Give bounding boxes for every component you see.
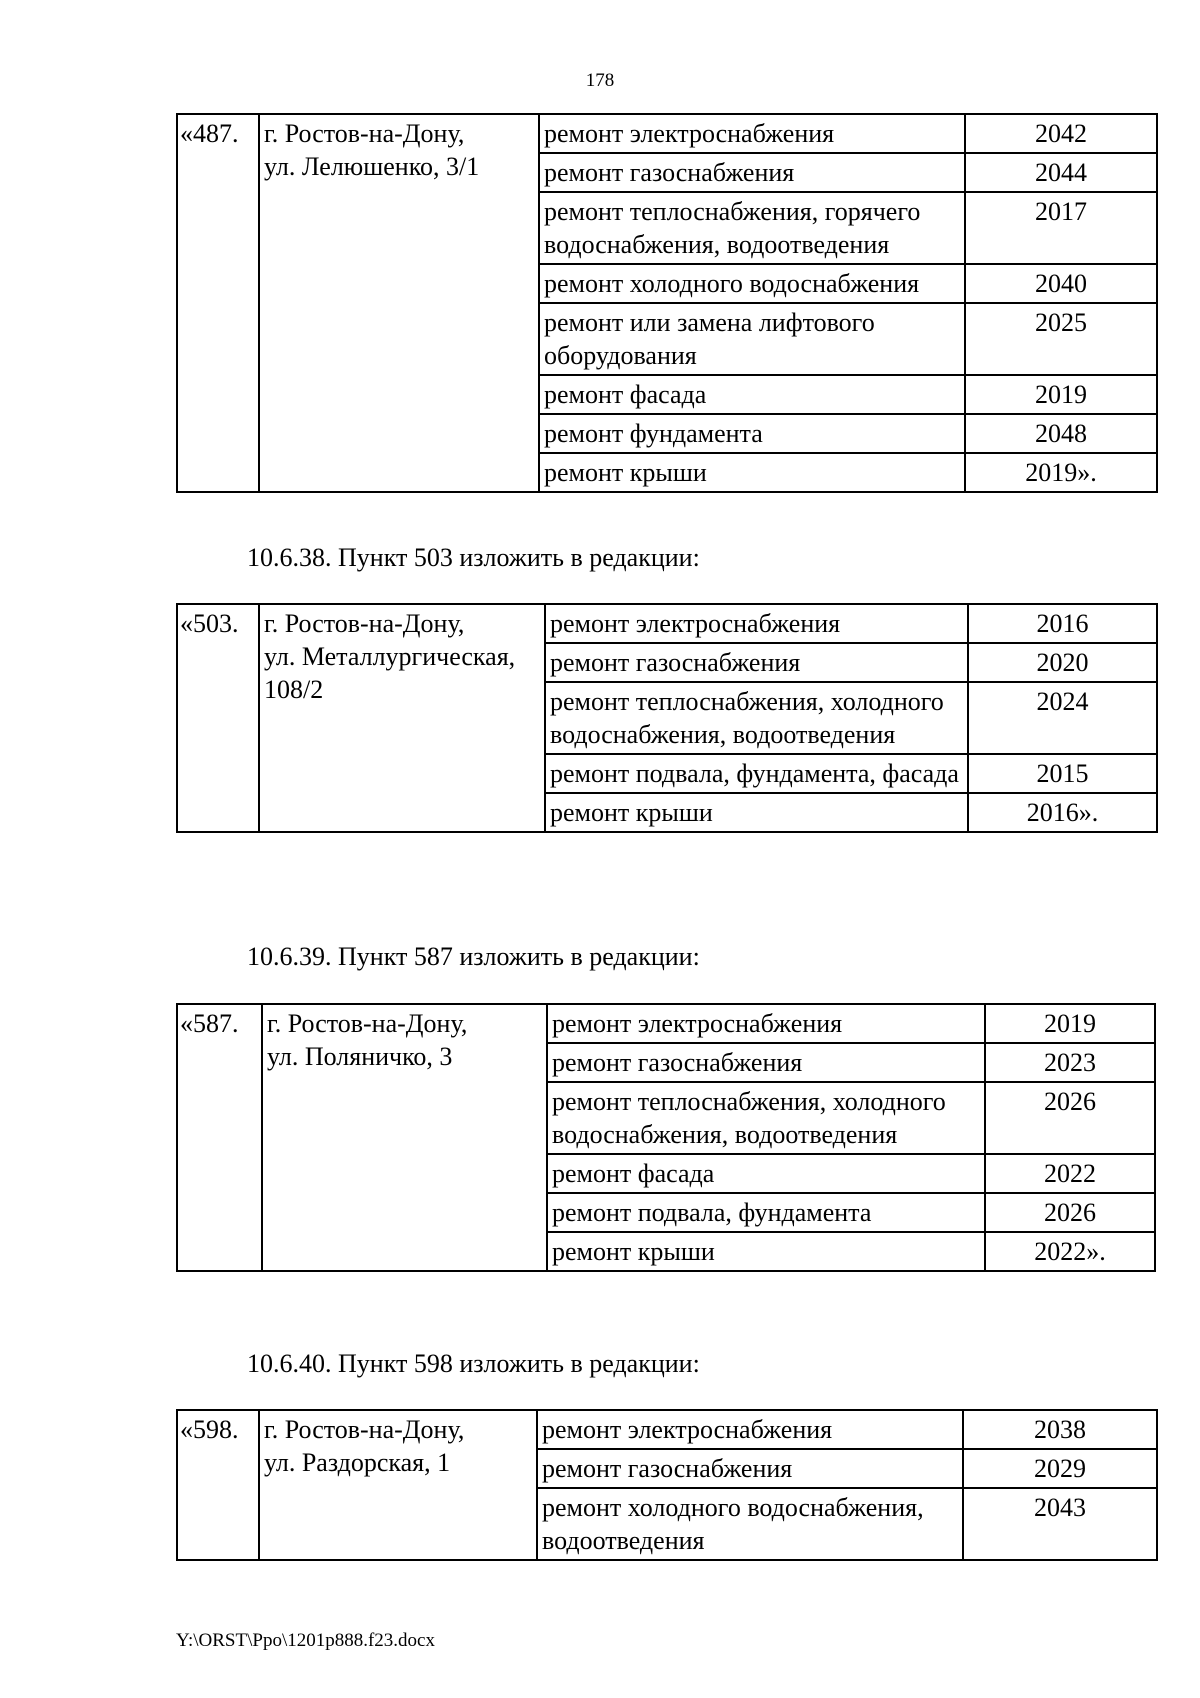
work-type: ремонт фасада: [547, 1154, 985, 1193]
schedule-table-587: [176, 1003, 1156, 1272]
work-type: ремонт теплоснабжения, холодного водоснабжения, водоотведения: [545, 682, 968, 754]
address-city: г. Ростов-на-Дону,: [264, 609, 465, 638]
year: 2016: [968, 604, 1157, 643]
address-cell: [259, 114, 539, 492]
footer-file-path: Y:\ORST\Ppo\1201p888.f23.docx: [176, 1630, 435, 1651]
year: 2022».: [985, 1232, 1155, 1271]
schedule-table-598: [176, 1409, 1158, 1561]
work-type: ремонт крыши: [539, 453, 965, 492]
work-type: ремонт газоснабжения: [537, 1449, 963, 1488]
address-street: ул. Поляничко, 3: [267, 1042, 453, 1071]
work-type: ремонт подвала, фундамента: [547, 1193, 985, 1232]
address-city: г. Ростов-на-Дону,: [264, 119, 465, 148]
year: 2040: [965, 264, 1157, 303]
paragraph-instruction: 10.6.38. Пункт 503 изложить в редакции:: [247, 543, 700, 572]
year: 2020: [968, 643, 1157, 682]
year: 2029: [963, 1449, 1157, 1488]
year: 2019».: [965, 453, 1157, 492]
year: 2048: [965, 414, 1157, 453]
table-row: [177, 604, 1157, 643]
address-street: ул. Лелюшенко, 3/1: [264, 152, 480, 181]
work-type: ремонт крыши: [545, 793, 968, 832]
item-number: «487.: [177, 114, 259, 492]
address-cell: [259, 1410, 537, 1560]
year: 2024: [968, 682, 1157, 754]
schedule-table-503: [176, 603, 1158, 833]
table-row: [177, 1410, 1157, 1449]
work-type: ремонт фундамента: [539, 414, 965, 453]
table-row: [177, 1004, 1155, 1043]
year: 2043: [963, 1488, 1157, 1560]
address-street: ул. Раздорская, 1: [264, 1448, 451, 1477]
year: 2019: [985, 1004, 1155, 1043]
item-number: «598.: [177, 1410, 259, 1560]
paragraph-instruction: 10.6.40. Пункт 598 изложить в редакции:: [247, 1349, 700, 1378]
work-type: ремонт холодного водоснабжения, водоотведения: [537, 1488, 963, 1560]
year: 2026: [985, 1193, 1155, 1232]
work-type: ремонт газоснабжения: [547, 1043, 985, 1082]
work-type: ремонт крыши: [547, 1232, 985, 1271]
work-type: ремонт теплоснабжения, холодного водоснабжения, водоотведения: [547, 1082, 985, 1154]
year: 2017: [965, 192, 1157, 264]
address-city: г. Ростов-на-Дону,: [264, 1415, 465, 1444]
paragraph-instruction: 10.6.39. Пункт 587 изложить в редакции:: [247, 942, 700, 971]
year: 2026: [985, 1082, 1155, 1154]
work-type: ремонт фасада: [539, 375, 965, 414]
schedule-table-487: [176, 113, 1158, 493]
work-type: ремонт или замена лифтового оборудования: [539, 303, 965, 375]
address-cell: [259, 604, 545, 832]
year: 2019: [965, 375, 1157, 414]
year: 2023: [985, 1043, 1155, 1082]
work-type: ремонт электроснабжения: [537, 1410, 963, 1449]
table-row: [177, 114, 1157, 153]
work-type: ремонт электроснабжения: [539, 114, 965, 153]
work-type: ремонт теплоснабжения, горячего водоснабжения, водоотведения: [539, 192, 965, 264]
address-street: ул. Металлургическая,: [264, 642, 516, 671]
year: 2044: [965, 153, 1157, 192]
item-number: «587.: [177, 1004, 262, 1271]
address-city: г. Ростов-на-Дону,: [267, 1009, 468, 1038]
address-building: 108/2: [264, 675, 324, 704]
work-type: ремонт газоснабжения: [545, 643, 968, 682]
year: 2015: [968, 754, 1157, 793]
year: 2042: [965, 114, 1157, 153]
work-type: ремонт подвала, фундамента, фасада: [545, 754, 968, 793]
year: 2038: [963, 1410, 1157, 1449]
address-cell: [262, 1004, 547, 1271]
item-number: «503.: [177, 604, 259, 832]
work-type: ремонт газоснабжения: [539, 153, 965, 192]
page-number: 178: [585, 70, 615, 91]
year: 2016».: [968, 793, 1157, 832]
year: 2025: [965, 303, 1157, 375]
year: 2022: [985, 1154, 1155, 1193]
work-type: ремонт электроснабжения: [547, 1004, 985, 1043]
work-type: ремонт холодного водоснабжения: [539, 264, 965, 303]
work-type: ремонт электроснабжения: [545, 604, 968, 643]
